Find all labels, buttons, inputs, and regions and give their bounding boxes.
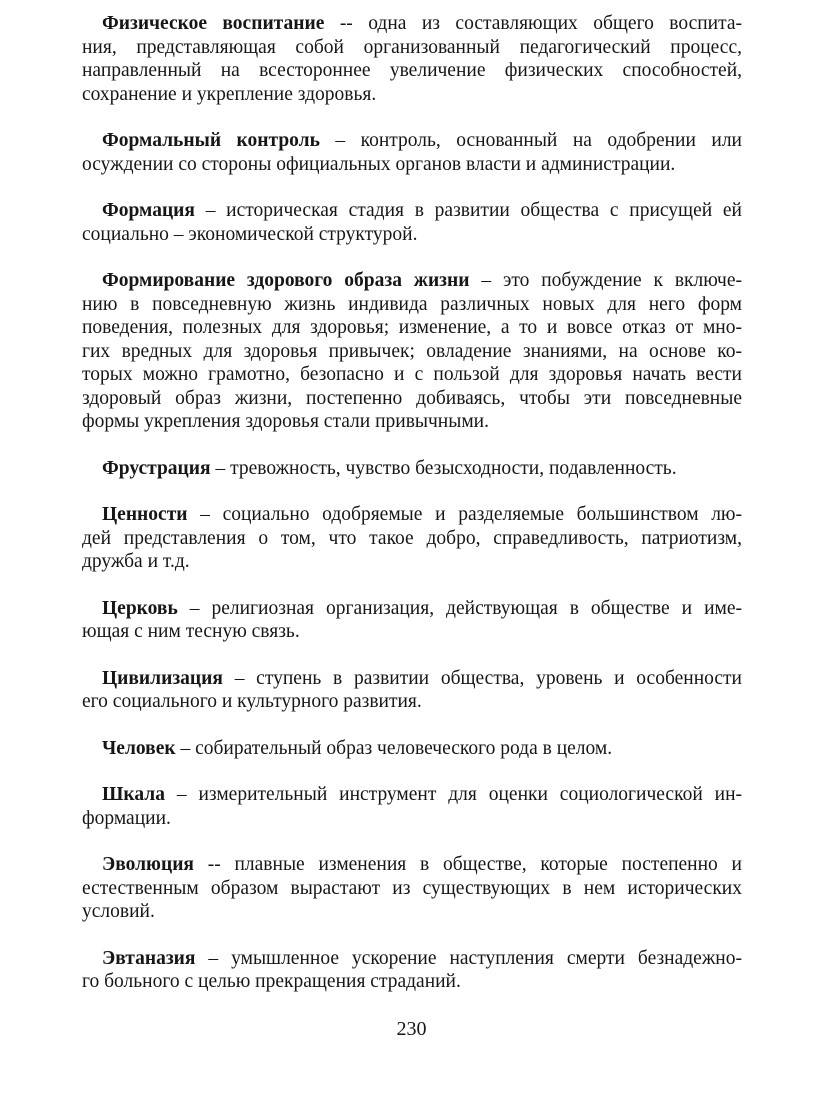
entry-term: Эволюция xyxy=(102,854,194,875)
entry-term: Эвтаназия xyxy=(102,947,196,969)
entry-term: Ценности xyxy=(102,504,188,525)
glossary-entry xyxy=(82,853,742,924)
glossary-entry xyxy=(82,947,742,994)
entry-text: – религиозная организация, действующая в обществе и име- xyxy=(177,597,742,619)
entry-text: естественным образом вырастают из существующих в нем исторических xyxy=(82,877,742,899)
entry-text: -- одна из составляющих общего воспита- xyxy=(324,13,743,34)
entry-text: – это побуждение к включе- xyxy=(469,270,743,291)
glossary-entry xyxy=(82,457,742,481)
entry-first-line xyxy=(82,667,742,691)
entry-first-line xyxy=(82,597,742,621)
glossary-entry xyxy=(82,199,742,246)
entry-text: – измерительный инструмент для оценки социологической ин- xyxy=(164,784,742,805)
entry-text: – социально одобряемые и разделяемые большинством лю- xyxy=(187,504,742,525)
entry-text: поведения, полезных для здоровья; изменение, а то и вовсе отказ от мно- xyxy=(82,317,742,338)
glossary-entry xyxy=(82,269,742,434)
entry-text: – умышленное ускорение наступления смерти безнадежно- xyxy=(195,947,742,969)
entry-term: Формирование здорового образа жизни xyxy=(102,270,470,291)
glossary-entry xyxy=(82,597,742,644)
entry-term: Фрустрация xyxy=(102,457,211,479)
entry-text: направленный на всестороннее увеличение физических способностей, xyxy=(82,60,742,81)
entry-first-line xyxy=(82,947,742,971)
entry-text: – ступень в развитии общества, уровень и особенности xyxy=(222,667,742,689)
entry-term: Формальный контроль xyxy=(102,130,320,151)
entry-text: -- плавные изменения в обществе, которые постепенно и xyxy=(193,854,742,875)
entry-text: социально – экономической структурой. xyxy=(82,223,418,245)
entry-text: дружба и т.д. xyxy=(82,551,190,572)
entry-term: Цивилизация xyxy=(102,667,223,689)
entry-text: дей представления о том, что такое добро, справедливость, патриотизм, xyxy=(82,527,742,549)
entry-text: – тревожность, чувство безысходности, подавленность. xyxy=(210,457,677,479)
entry-term: Шкала xyxy=(102,784,165,805)
entry-first-line xyxy=(82,503,742,527)
glossary-entry xyxy=(82,783,742,830)
entry-term: Церковь xyxy=(102,597,178,619)
entry-text: нию в повседневную жизнь индивида различных новых для него форм xyxy=(82,293,742,315)
entry-text: сохранение и укрепление здоровья. xyxy=(82,83,377,105)
entry-term: Формация xyxy=(102,200,195,221)
entry-text: ющая с ним тесную связь. xyxy=(82,621,300,642)
entry-first-line xyxy=(82,853,742,877)
page-number: 230 xyxy=(396,1018,427,1040)
entry-text: формации. xyxy=(82,807,171,829)
entry-term: Физическое воспитание xyxy=(102,13,325,34)
entry-first-line xyxy=(82,129,742,153)
glossary-page xyxy=(82,12,742,1017)
entry-text: условий. xyxy=(82,901,155,922)
entry-text: – собирательный образ человеческого рода в целом. xyxy=(175,737,613,759)
entry-term: Человек xyxy=(102,737,176,759)
entry-text: ния, представляющая собой организованный педагогический процесс, xyxy=(82,36,742,58)
entry-text: го больного с целью прекращения страданий. xyxy=(82,971,461,992)
entry-text: формы укрепления здоровья стали привычными. xyxy=(82,411,489,432)
entry-text: – контроль, основанный на одобрении или xyxy=(319,130,742,151)
entry-text: гих вредных для здоровья привычек; овладение знаниями, на основе ко- xyxy=(82,340,742,362)
entry-text: осуждении со стороны официальных органов власти и администрации. xyxy=(82,153,676,175)
entry-first-line xyxy=(82,269,742,293)
glossary-entry xyxy=(82,737,742,761)
entry-first-line xyxy=(82,199,742,223)
entry-first-line xyxy=(82,737,742,761)
glossary-entry xyxy=(82,667,742,714)
entry-text: торых можно грамотно, безопасно и с пользой для здоровья начать вести xyxy=(82,364,742,385)
glossary-entry xyxy=(82,129,742,176)
entry-text: – историческая стадия в развитии общества с присущей ей xyxy=(194,200,742,221)
entry-first-line xyxy=(82,457,742,481)
entry-text: его социального и культурного развития. xyxy=(82,691,422,712)
entry-first-line xyxy=(82,12,742,36)
glossary-entry xyxy=(82,12,742,106)
entry-first-line xyxy=(82,783,742,807)
glossary-entry xyxy=(82,503,742,574)
entry-text: здоровый образ жизни, постепенно добиваясь, чтобы эти повседневные xyxy=(82,387,742,409)
